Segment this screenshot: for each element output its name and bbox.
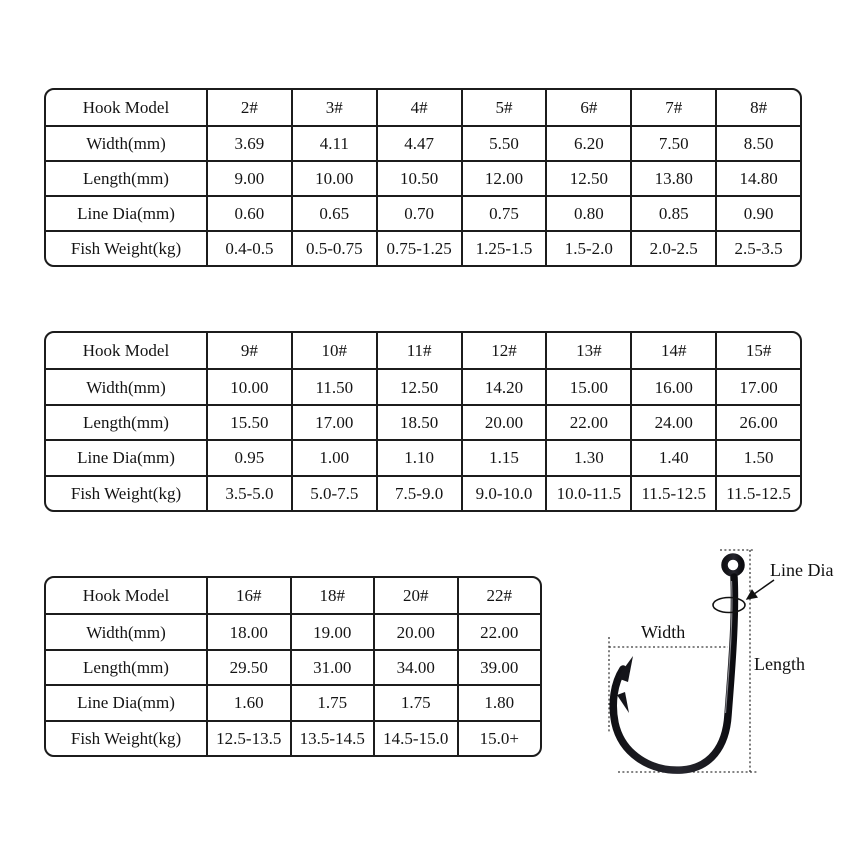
table-cell: 10# (291, 333, 376, 368)
table-cell: 12# (461, 333, 546, 368)
table-cell: 20.00 (461, 404, 546, 439)
table-cell: 15.00 (545, 368, 630, 403)
row-label: Fish Weight(kg) (46, 720, 206, 755)
table-cell: 3# (291, 90, 376, 125)
table-cell: 11.50 (291, 368, 376, 403)
table-cell: 24.00 (630, 404, 715, 439)
table-cell: 14.80 (715, 160, 800, 195)
table-cell: 1.15 (461, 439, 546, 474)
table-cell: 13.5-14.5 (290, 720, 374, 755)
table-cell: 1.80 (457, 684, 541, 719)
table-cell: 4.11 (291, 125, 376, 160)
table-cell: 3.5-5.0 (206, 475, 291, 510)
table-cell: 12.00 (461, 160, 546, 195)
table-cell: 0.4-0.5 (206, 230, 291, 265)
table-cell: 1.60 (206, 684, 290, 719)
table-cell: 10.00 (206, 368, 291, 403)
table-cell: 7.5-9.0 (376, 475, 461, 510)
row-label: Line Dia(mm) (46, 439, 206, 474)
length-label: Length (754, 654, 805, 674)
table-cell: 1.10 (376, 439, 461, 474)
table-cell: 19.00 (290, 613, 374, 648)
row-label: Hook Model (82, 98, 170, 117)
table-cell: 0.60 (206, 195, 291, 230)
table-cell: 12.5-13.5 (206, 720, 290, 755)
table-cell: 10.0-11.5 (545, 475, 630, 510)
table-cell: 5# (461, 90, 546, 125)
table-cell: 1.30 (545, 439, 630, 474)
table-cell: 9# (206, 333, 291, 368)
table-cell: 16# (206, 578, 290, 613)
row-label: Width(mm) (46, 613, 206, 648)
table-cell: 22# (457, 578, 541, 613)
table-cell: 17.00 (715, 368, 800, 403)
table-cell: 1.50 (715, 439, 800, 474)
table-cell: 0.80 (545, 195, 630, 230)
table-cell: 20.00 (373, 613, 457, 648)
table-cell: 8# (715, 90, 800, 125)
table-cell: 0.90 (715, 195, 800, 230)
table-cell: 14.5-15.0 (373, 720, 457, 755)
table-cell: 12.50 (376, 368, 461, 403)
row-label: Line Dia(mm) (46, 195, 206, 230)
table-cell: 1.5-2.0 (545, 230, 630, 265)
row-label: Width(mm) (46, 368, 206, 403)
row-label: Hook Model (82, 586, 170, 606)
table-cell: 11.5-12.5 (715, 475, 800, 510)
table-cell: 4# (376, 90, 461, 125)
row-label: Fish Weight(kg) (46, 230, 206, 265)
row-label: Line Dia(mm) (46, 684, 206, 719)
table-cell: 1.25-1.5 (461, 230, 546, 265)
table-cell: 13.80 (630, 160, 715, 195)
table-cell: 5.0-7.5 (291, 475, 376, 510)
table-cell: 14# (630, 333, 715, 368)
table-cell: 2.0-2.5 (630, 230, 715, 265)
table-cell: 7.50 (630, 125, 715, 160)
table-cell: 17.00 (291, 404, 376, 439)
table-cell: 26.00 (715, 404, 800, 439)
table-cell: 9.00 (206, 160, 291, 195)
table-cell: 0.70 (376, 195, 461, 230)
hook-size-table-1 (44, 88, 802, 267)
table-cell: 15.50 (206, 404, 291, 439)
table-cell: 1.75 (290, 684, 374, 719)
table-cell: 1.00 (291, 439, 376, 474)
table-cell: 7# (630, 90, 715, 125)
table-cell: 11# (376, 333, 461, 368)
table-cell: 39.00 (457, 649, 541, 684)
row-label: Fish Weight(kg) (46, 475, 206, 510)
table-cell: 4.47 (376, 125, 461, 160)
row-label: Hook Model (82, 341, 170, 361)
table-cell: 0.75 (461, 195, 546, 230)
table-cell: 3.69 (206, 125, 291, 160)
table-cell: 6.20 (545, 125, 630, 160)
table-cell: 15.0+ (457, 720, 541, 755)
table-cell: 18# (290, 578, 374, 613)
table-cell: 20# (373, 578, 457, 613)
table-cell: 15# (715, 333, 800, 368)
table-cell: 22.00 (457, 613, 541, 648)
table-cell: 1.40 (630, 439, 715, 474)
table-cell: 16.00 (630, 368, 715, 403)
table-cell: 11.5-12.5 (630, 475, 715, 510)
table-cell: 0.5-0.75 (291, 230, 376, 265)
hook-dimension-diagram (570, 525, 850, 820)
line-dia-arrow (747, 580, 774, 599)
table-cell: 5.50 (461, 125, 546, 160)
row-label: Width(mm) (46, 125, 206, 160)
table-cell: 14.20 (461, 368, 546, 403)
table-cell: 22.00 (545, 404, 630, 439)
row-label: Length(mm) (46, 404, 206, 439)
table-cell: 0.65 (291, 195, 376, 230)
table-cell: 2.5-3.5 (715, 230, 800, 265)
table-cell: 10.00 (291, 160, 376, 195)
table-cell: 8.50 (715, 125, 800, 160)
fish-hook-illustration (613, 557, 741, 771)
hook-eye (725, 557, 742, 574)
row-label: Length(mm) (46, 160, 206, 195)
table-cell: 10.50 (376, 160, 461, 195)
table-cell: 1.75 (373, 684, 457, 719)
line-dia-ellipse (713, 598, 745, 613)
table-cell: 0.75-1.25 (376, 230, 461, 265)
table-cell: 13# (545, 333, 630, 368)
row-label: Length(mm) (46, 649, 206, 684)
table-cell: 34.00 (373, 649, 457, 684)
hook-shank-and-bend (613, 577, 734, 770)
table-cell: 12.50 (545, 160, 630, 195)
table-cell: 2# (206, 90, 291, 125)
table-cell: 29.50 (206, 649, 290, 684)
table-cell: 18.50 (376, 404, 461, 439)
table-cell: 0.85 (630, 195, 715, 230)
hook-barb (617, 692, 629, 713)
table-cell: 31.00 (290, 649, 374, 684)
table-cell: 18.00 (206, 613, 290, 648)
hook-size-table-2 (44, 331, 802, 512)
width-label: Width (641, 622, 686, 642)
table-cell: 0.95 (206, 439, 291, 474)
hook-size-table-3 (44, 576, 542, 757)
line-dia-label: Line Dia (770, 560, 834, 580)
table-cell: 6# (545, 90, 630, 125)
table-cell: 9.0-10.0 (461, 475, 546, 510)
